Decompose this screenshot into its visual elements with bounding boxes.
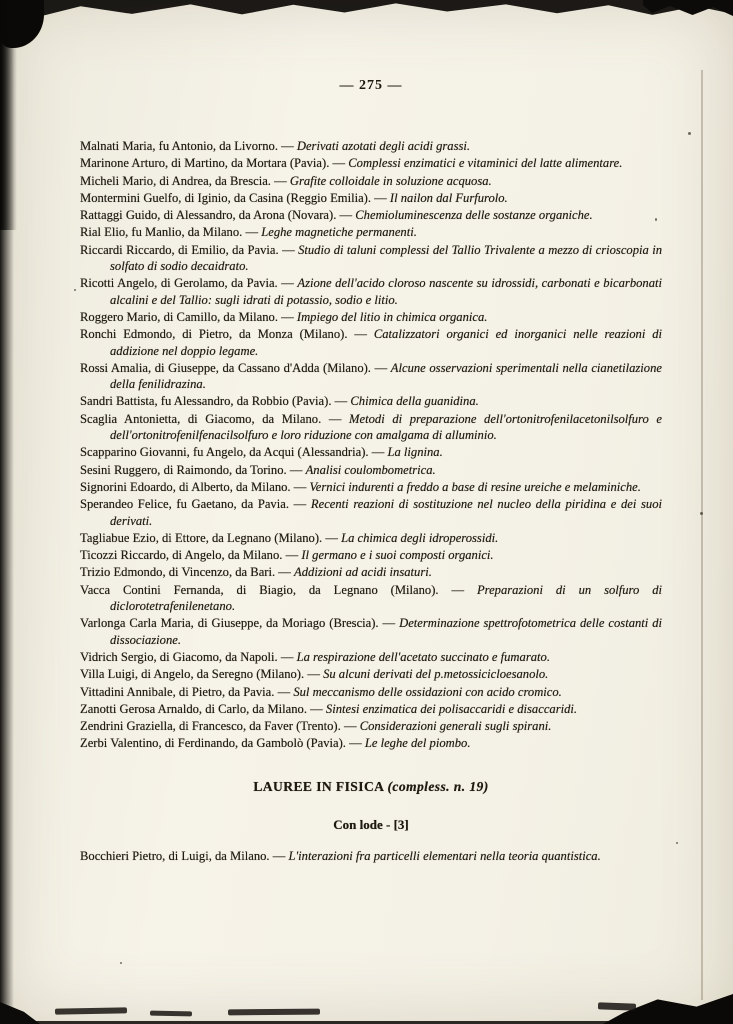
list-item	[80, 190, 662, 206]
entry-separator-dash: —	[374, 360, 388, 375]
entry-separator-dash: —	[282, 242, 295, 257]
thesis-title: La chimica degli idroperossidi.	[341, 530, 499, 545]
graduate-name: Montermini Guelfo, di Iginio, da Casina (Reggio Emilia).	[80, 190, 372, 205]
entry-separator-dash: —	[334, 394, 348, 409]
thesis-title: Su alcuni derivati del p.metossicicloesanolo.	[323, 667, 549, 682]
entry-separator-dash: —	[339, 208, 353, 223]
entry-separator-dash: —	[281, 276, 294, 291]
list-item	[80, 393, 662, 409]
scan-artifact-top-right	[643, 0, 733, 20]
thesis-title: L'interazioni fra particelli elementari nella teoria quantistica.	[288, 848, 601, 863]
graduate-name: Ronchi Edmondo, di Pietro, da Monza (Milano).	[80, 327, 348, 342]
entry-separator-dash: —	[354, 327, 367, 342]
thesis-title: Vernici indurenti a freddo a base di resine ureiche e melaminiche.	[309, 479, 641, 494]
entry-separator-dash: —	[325, 530, 338, 545]
graduate-name: Trizio Edmondo, di Vincenzo, da Bari.	[80, 565, 276, 580]
graduate-name: Vittadini Annibale, di Pietro, da Pavia.	[80, 684, 275, 699]
scan-artifact-smudge	[150, 1011, 192, 1017]
thesis-title: Chemioluminescenza delle sostanze organiche.	[355, 208, 593, 223]
graduate-name: Riccardi Riccardo, di Emilio, da Pavia.	[80, 242, 279, 257]
graduate-name: Sperandeo Felice, fu Gaetano, da Pavia.	[80, 497, 289, 512]
thesis-title: Determinazione spettrofotometrica delle costanti di dissociazione.	[110, 616, 663, 647]
graduate-name: Scaglia Antonietta, di Giacomo, da Milano.	[80, 411, 322, 426]
graduate-name: Rattaggi Guido, di Alessandro, da Arona (Novara).	[80, 208, 337, 223]
list-item	[80, 718, 662, 734]
page-number: — 275 —	[339, 78, 403, 93]
graduate-name: Vidrich Sergio, di Giacomo, da Napoli.	[80, 649, 278, 664]
graduate-name: Varlonga Carla Maria, di Giuseppe, da Moriago (Brescia).	[80, 616, 379, 631]
list-item	[80, 138, 662, 154]
graduate-name: Tagliabue Ezio, di Ettore, da Legnano (Milano).	[80, 530, 323, 545]
graduate-name: Rossi Amalia, di Giuseppe, da Cassano d'Adda (Milano).	[80, 360, 371, 375]
scan-artifact-speck	[74, 289, 76, 291]
graduate-name: Zanotti Gerosa Arnaldo, di Carlo, da Milano.	[80, 701, 307, 716]
graduate-name: Villa Luigi, di Angelo, da Seregno (Milano).	[80, 667, 305, 682]
list-item	[80, 701, 662, 717]
chemistry-entry-list	[80, 138, 662, 752]
thesis-title: Impiego del litio in chimica organica.	[296, 309, 488, 324]
thesis-title: La lignina.	[387, 445, 443, 460]
list-item	[80, 684, 662, 700]
list-item	[80, 360, 662, 393]
thesis-title: Catalizzatori organici ed inorganici nelle reazioni di addizione nel doppio legame.	[110, 327, 663, 358]
entry-separator-dash: —	[293, 497, 307, 512]
list-item	[80, 462, 662, 478]
list-item	[80, 207, 662, 223]
thesis-title: Sul meccanismo delle ossidazioni con acido cromico.	[293, 684, 562, 699]
graduate-name: Signorini Edoardo, di Alberto, da Milano.	[80, 479, 291, 494]
thesis-title: Leghe magnetiche permanenti.	[261, 225, 417, 240]
graduate-name: Vacca Contini Fernanda, di Biagio, da Legnano (Milano).	[80, 582, 439, 597]
list-item	[80, 309, 662, 325]
list-item	[80, 547, 662, 563]
entry-separator-dash: —	[289, 462, 303, 477]
list-item	[80, 242, 662, 275]
list-item	[80, 649, 662, 665]
thesis-title: Il germano e i suoi composti organici.	[301, 548, 494, 563]
graduate-name: Micheli Mario, di Andrea, da Brescia.	[80, 173, 271, 188]
list-item	[80, 479, 662, 495]
list-item	[80, 848, 662, 864]
list-item	[80, 615, 662, 648]
scan-artifact-smudge	[598, 1002, 636, 1010]
scan-artifact-top-left	[0, 0, 44, 48]
graduate-name: Rial Elio, fu Manlio, da Milano.	[80, 225, 243, 240]
entry-separator-dash: —	[374, 190, 387, 205]
thesis-title: Considerazioni generali sugli spirani.	[359, 719, 552, 734]
list-item	[80, 155, 662, 171]
graduate-name: Sandri Battista, fu Alessandro, da Robbio (Pavia).	[80, 394, 332, 409]
scan-artifact-speck	[676, 842, 678, 844]
thesis-title: Derivati azotati degli acidi grassi.	[296, 139, 471, 153]
thesis-title: Recenti reazioni di sostituzione nel nucleo della piridina e dei suoi derivati.	[110, 497, 663, 528]
entry-separator-dash: —	[451, 582, 465, 597]
graduate-name: Marinone Arturo, di Martino, da Mortara (Pavia).	[80, 156, 330, 171]
thesis-title: Chimica della guanidina.	[350, 394, 479, 409]
thesis-title: La respirazione dell'acetato succinato e fumarato.	[296, 649, 550, 664]
scan-artifact-speck	[700, 512, 703, 515]
entry-separator-dash: —	[281, 139, 294, 153]
thesis-title: Alcune osservazioni sperimentali nella cianetilazione della fenilidrazina.	[110, 360, 662, 392]
thesis-title: Le leghe del piombo.	[364, 736, 471, 751]
entry-separator-dash: —	[293, 479, 307, 494]
entry-separator-dash: —	[277, 684, 291, 699]
entry-separator-dash: —	[328, 411, 342, 426]
graduate-name: Zerbi Valentino, di Ferdinando, da Gambolò (Pavia).	[80, 736, 346, 751]
section-heading	[80, 779, 662, 795]
section-subheading: Con lode - [3]	[333, 816, 409, 832]
scan-artifact-top-edge	[0, 0, 733, 24]
scan-artifact-left-edge	[0, 0, 14, 1024]
graduate-name: Zendrini Graziella, di Francesco, da Faver (Trento).	[80, 719, 341, 734]
entry-separator-dash: —	[343, 719, 357, 734]
thesis-title: Il nailon dal Furfurolo.	[389, 190, 508, 205]
list-item	[80, 224, 662, 240]
graduate-name: Sesini Ruggero, di Raimondo, da Torino.	[80, 462, 287, 477]
thesis-title: Studio di taluni complessi del Tallio Trivalente a mezzo di crioscopia in solfato di sodio decaidrato.	[110, 242, 663, 274]
list-item	[80, 666, 662, 682]
thesis-title: Grafite colloidale in soluzione acquosa.	[289, 173, 492, 188]
entry-separator-dash: —	[332, 156, 346, 171]
list-item	[80, 275, 662, 308]
graduate-name: Scapparino Giovanni, fu Angelo, da Acqui (Alessandria).	[80, 445, 369, 460]
entry-separator-dash: —	[281, 309, 294, 324]
graduate-name: Malnati Maria, fu Antonio, da Livorno.	[80, 139, 278, 153]
list-item	[80, 564, 662, 580]
list-item	[80, 530, 662, 546]
list-item	[80, 173, 662, 189]
graduate-name: Roggero Mario, di Camillo, da Milano.	[80, 309, 278, 324]
page-content	[80, 78, 662, 865]
entry-separator-dash: —	[278, 565, 291, 580]
scan-artifact-speck	[688, 132, 691, 135]
list-item	[80, 582, 662, 615]
entry-separator-dash: —	[285, 548, 299, 563]
scan-artifact-speck	[120, 962, 122, 964]
section-heading-main: LAUREE IN FISICA	[253, 778, 384, 794]
scan-artifact-bottom-right	[603, 994, 733, 1024]
scan-artifact-right-crease	[701, 70, 703, 1000]
scan-artifact-smudge	[228, 1009, 320, 1016]
entry-separator-dash: —	[371, 445, 385, 460]
graduate-name: Ticozzi Riccardo, di Angelo, da Milano.	[80, 548, 283, 563]
thesis-title: Analisi coulombometrica.	[305, 462, 436, 477]
scan-artifact-smudge	[55, 1007, 127, 1014]
entry-separator-dash: —	[382, 616, 396, 631]
list-item	[80, 496, 662, 529]
section-heading-note: (compless. n. 19)	[387, 778, 489, 794]
list-item	[80, 411, 662, 444]
list-item	[80, 735, 662, 751]
thesis-title: Metodi di preparazione dell'ortonitrofenilacetonilsolfuro e dell'ortonitrofenilfenacilsolfuro e loro riduzione con amalgama di alluminio.	[110, 411, 662, 443]
entry-separator-dash: —	[280, 649, 294, 664]
thesis-title: Addizioni ad acidi insaturi.	[294, 565, 432, 580]
thesis-title: Preparazioni di un solfuro di diclorotetrafenilenetano.	[110, 582, 662, 614]
entry-separator-dash: —	[272, 848, 286, 863]
list-item	[80, 326, 662, 359]
graduate-name: Bocchieri Pietro, di Luigi, da Milano.	[80, 848, 270, 863]
thesis-title: Sintesi enzimatica dei polisaccaridi e disaccaridi.	[325, 701, 578, 716]
entry-separator-dash: —	[245, 225, 259, 240]
graduate-name: Ricotti Angelo, di Gerolamo, da Pavia.	[80, 276, 278, 291]
entry-separator-dash: —	[349, 736, 362, 751]
scan-artifact-left-edge-dark	[0, 0, 17, 230]
entry-separator-dash: —	[307, 667, 320, 682]
entry-separator-dash: —	[310, 701, 323, 716]
list-item	[80, 444, 662, 460]
thesis-title: Azione dell'acido cloroso nascente su idrossidi, carbonati e bicarbonati alcalini e del Tallio: sugli idrati di potassio, sodio e litio.	[110, 276, 663, 307]
entry-separator-dash: —	[274, 173, 287, 188]
scan-artifact-bottom-left	[0, 1002, 40, 1024]
physics-entry-list	[80, 848, 662, 864]
thesis-title: Complessi enzimatici e vitaminici del latte alimentare.	[348, 156, 623, 171]
